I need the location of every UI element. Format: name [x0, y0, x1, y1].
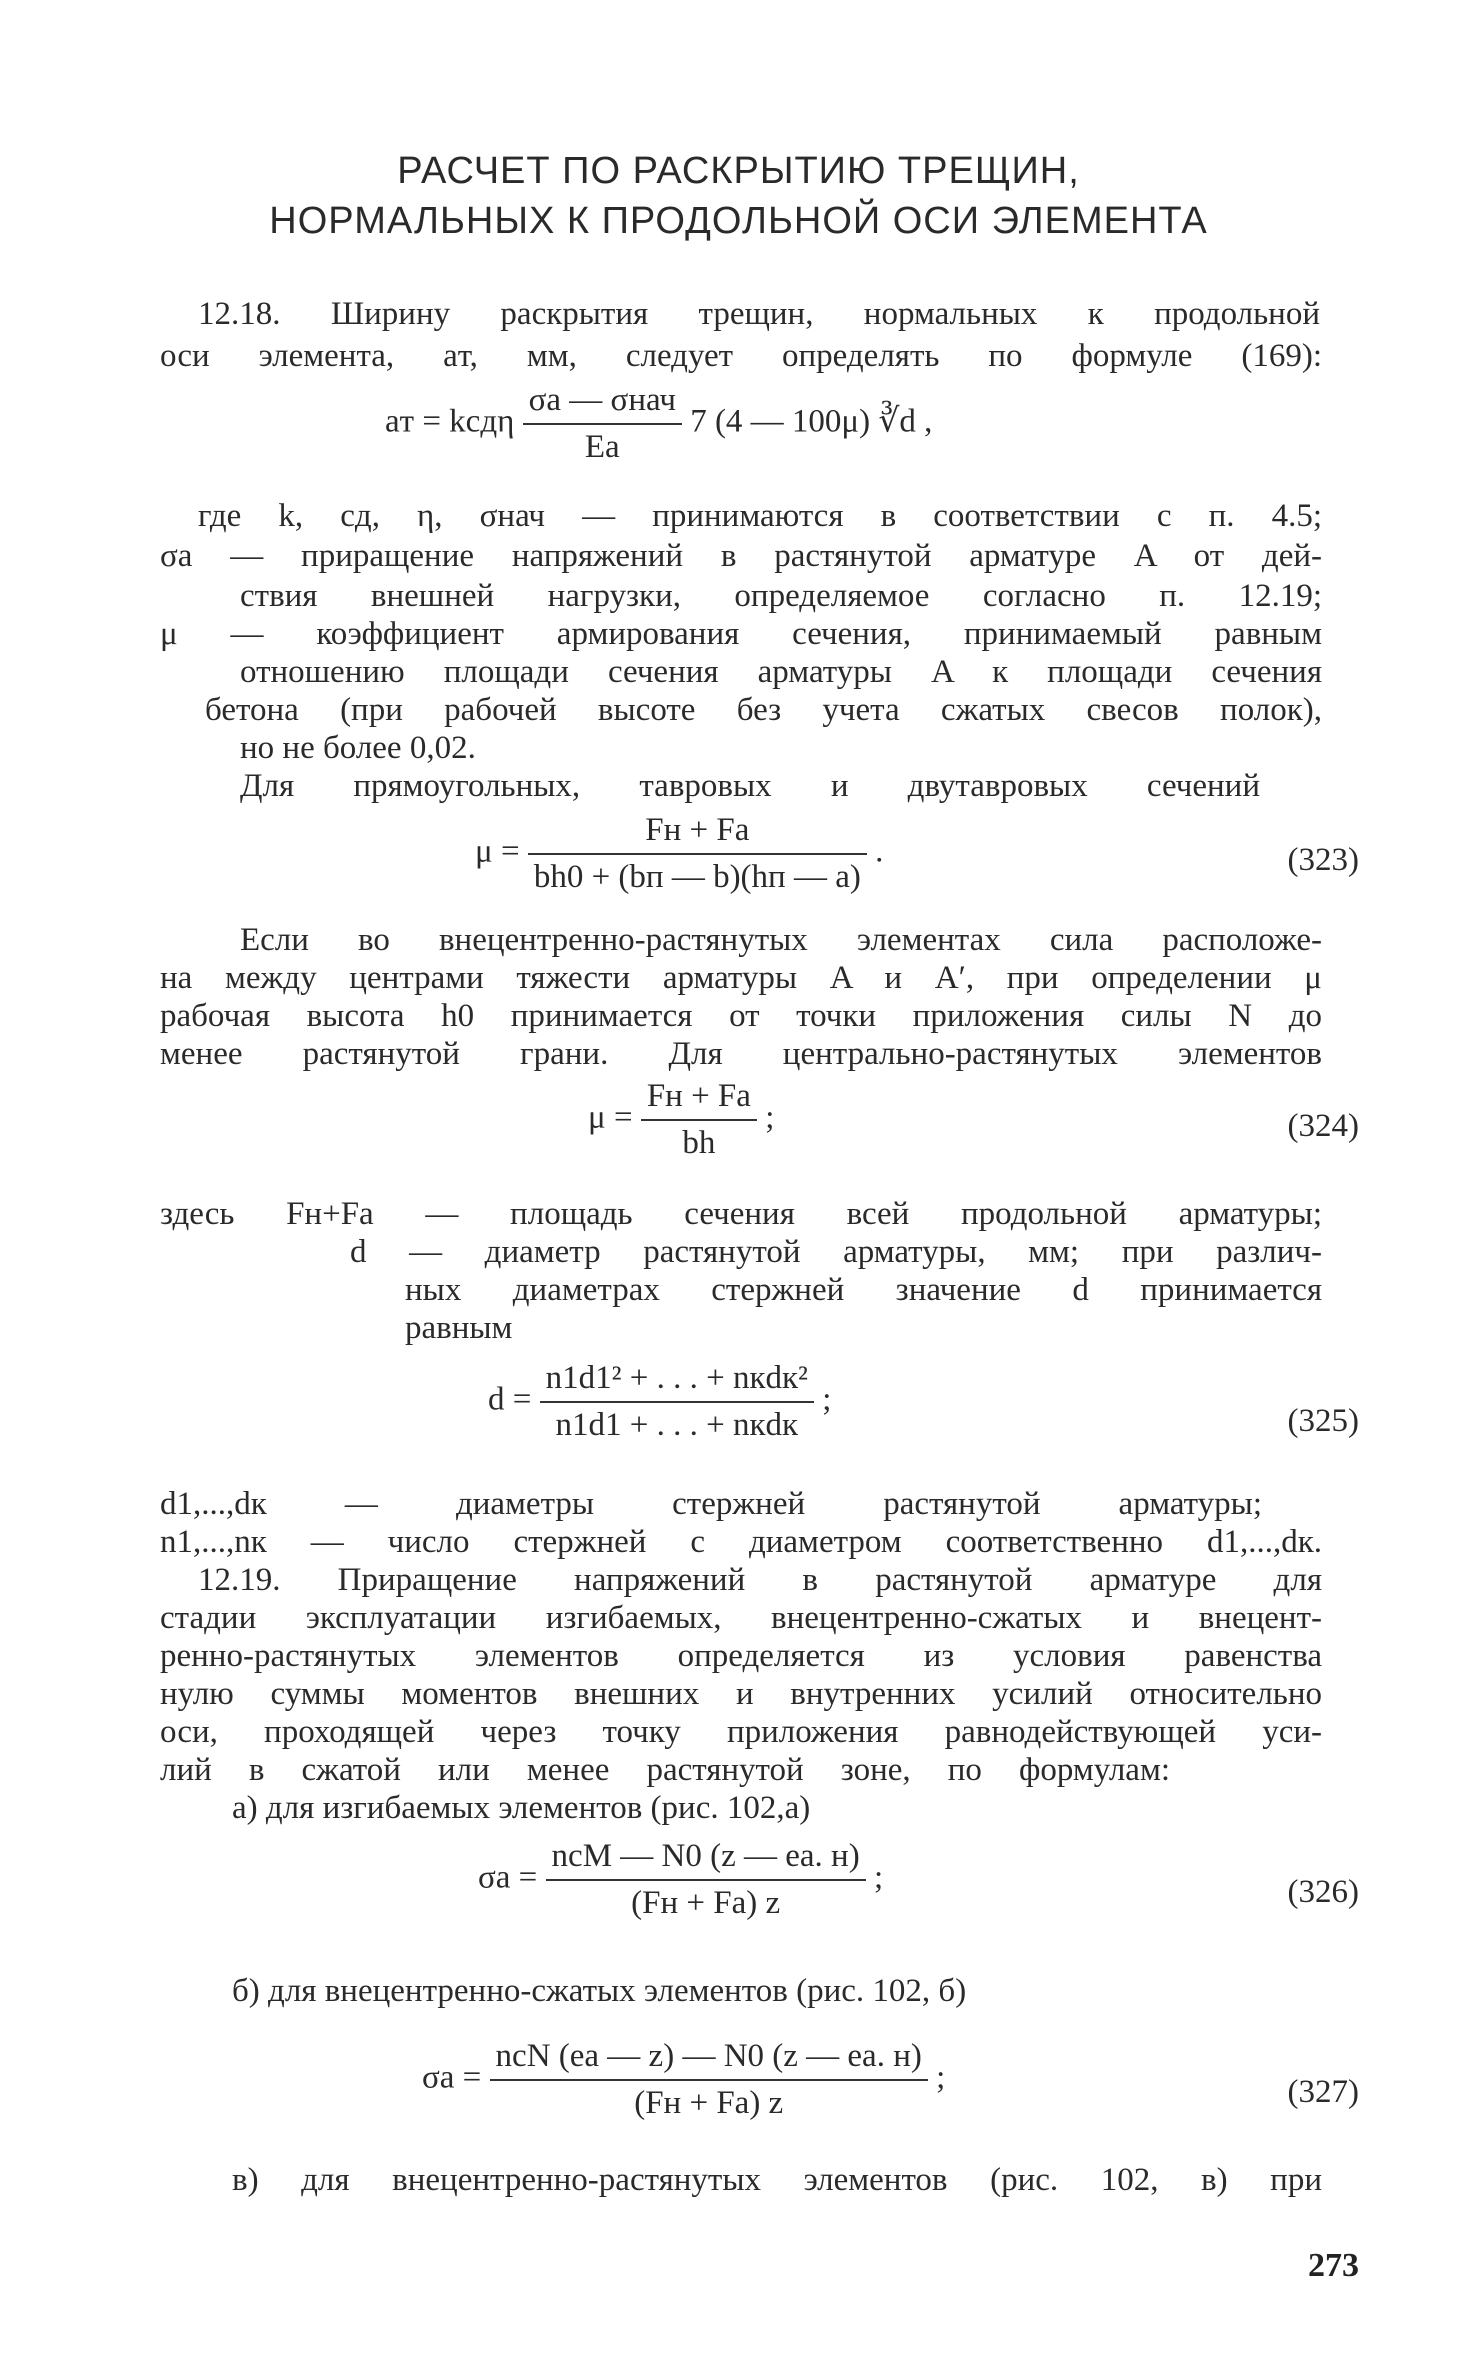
equation-number-324: (324) [1287, 1108, 1359, 1144]
formula-324 [588, 1078, 774, 1162]
dk-line-1: d1,...,dк — диаметры стержней растянутой арматуры; [160, 1486, 1262, 1522]
formula-323-numerator: Fн + Fа [528, 812, 867, 855]
formula-326 [478, 1838, 883, 1922]
where-line-1: где k, cд, η, σнач — принимаются в соответствии с п. 4.5; [198, 498, 1322, 534]
formula-324-denominator: bh [682, 1125, 716, 1161]
paragraph-12-19-line-3: ренно-растянутых элементов определяется из условия равенства [160, 1638, 1322, 1674]
formula-326-numerator: ncM — N0 (z — eа. н) [546, 1838, 866, 1881]
section-heading-line-2: НОРМАЛЬНЫХ К ПРОДОЛЬНОЙ ОСИ ЭЛЕМЕНТА [269, 200, 1208, 242]
formula-325-end: ; [822, 1381, 832, 1418]
paragraph-12-19-line-1: 12.19. Приращение напряжений в растянутой арматуре для [198, 1562, 1322, 1598]
section-heading-line-1: РАСЧЕТ ПО РАСКРЫТИЮ ТРЕЩИН, [397, 150, 1080, 192]
formula-324-lhs: μ = [588, 1099, 633, 1136]
case-b-label: б) для внецентренно-сжатых элементов (рис. 102, б) [232, 1973, 967, 2009]
formula-169-lhs: aт = kcдη [385, 403, 515, 440]
here-line-3: ных диаметрах стержней значение d принимается [405, 1272, 1322, 1308]
sections-intro: Для прямоугольных, тавровых и двутавровых сечений [240, 768, 1260, 804]
formula-323-fraction [528, 812, 867, 896]
formula-325-lhs: d = [488, 1381, 532, 1418]
paragraph-12-19-line-2: стадии эксплуатации изгибаемых, внецентренно-сжатых и внецент- [160, 1600, 1322, 1636]
paragraph-12-18-line-2: оси элемента, aт, мм, следует определять по формуле (169): [160, 338, 1322, 374]
here-line-1: здесь Fн+Fа — площадь сечения всей продольной арматуры; [160, 1196, 1322, 1232]
equation-number-323: (323) [1287, 842, 1359, 878]
formula-327-numerator: ncN (eа — z) — N0 (z — eа. н) [490, 2038, 928, 2081]
where-line-2: σа — приращение напряжений в растянутой арматуре A от дей- [160, 538, 1322, 574]
where-line-4: μ — коэффициент армирования сечения, принимаемый равным [160, 616, 1322, 652]
equation-number-326: (326) [1287, 1874, 1359, 1910]
where-line-7: но не более 0,02. [240, 730, 476, 766]
formula-327-fraction [490, 2038, 928, 2122]
formula-323 [475, 812, 883, 896]
paragraph-12-19-line-6: лий в сжатой или менее растянутой зоне, по формулам: [160, 1752, 1170, 1788]
formula-327-end: ; [936, 2059, 946, 2096]
paragraph-12-18-line-1: 12.18. Ширину раскрытия трещин, нормальных к продольной [198, 296, 1320, 332]
formula-324-fraction [641, 1078, 757, 1162]
here-line-2: d — диаметр растянутой арматуры, мм; при различ- [350, 1234, 1322, 1270]
formula-326-lhs: σа = [478, 1859, 538, 1896]
where-line-3: ствия внешней нагрузки, определяемое согласно п. 12.19; [240, 578, 1322, 614]
dk-line-2: n1,...,nк — число стержней с диаметром соответственно d1,...,dк. [160, 1524, 1322, 1560]
formula-326-denominator: (Fн + Fа) z [631, 1885, 781, 1921]
formula-169-numerator: σа — σнач [523, 382, 682, 425]
where-line-6: бетона (при рабочей высоте без учета сжатых свесов полок), [205, 692, 1322, 728]
equation-number-325: (325) [1287, 1403, 1359, 1439]
formula-323-end: . [875, 833, 884, 870]
formula-323-denominator: bh0 + (bп — b)(hп — a) [533, 859, 861, 895]
page-number: 273 [1308, 2247, 1359, 2284]
formula-169-denominator: Eа [584, 429, 620, 465]
formula-323-lhs: μ = [475, 833, 520, 870]
formula-325-numerator: n1d1² + . . . + nкdк² [540, 1360, 814, 1403]
paragraph-2-line-4: менее растянутой грани. Для центрально-растянутых элементов [160, 1036, 1322, 1072]
paragraph-12-19-line-5: оси, проходящей через точку приложения равнодействующей уси- [160, 1714, 1322, 1750]
where-line-5: отношению площади сечения арматуры A к площади сечения [240, 654, 1322, 690]
formula-327-lhs: σа = [422, 2059, 482, 2096]
equation-number-327: (327) [1287, 2074, 1359, 2110]
case-v-label: в) для внецентренно-растянутых элементов (рис. 102, в) при [232, 2162, 1322, 2198]
formula-326-fraction [546, 1838, 866, 1922]
paragraph-2-line-3: рабочая высота h0 принимается от точки приложения силы N до [160, 998, 1322, 1034]
formula-324-numerator: Fн + Fа [641, 1078, 757, 1121]
paragraph-2-line-2: на между центрами тяжести арматуры A и A′, при определении μ [160, 960, 1322, 996]
paragraph-2-line-1: Если во внецентренно-растянутых элементах сила расположе- [240, 922, 1322, 958]
formula-327 [422, 2038, 945, 2122]
here-line-4: равным [405, 1310, 513, 1346]
formula-169 [385, 382, 932, 466]
formula-326-end: ; [873, 1859, 884, 1896]
formula-325-fraction [540, 1360, 814, 1444]
formula-169-fraction [523, 382, 682, 466]
formula-325-denominator: n1d1 + . . . + nкdк [555, 1407, 799, 1443]
case-a-label: а) для изгибаемых элементов (рис. 102,а) [232, 1790, 811, 1826]
formula-169-rhs: 7 (4 — 100μ) ∛d , [690, 403, 933, 440]
formula-324-end: ; [765, 1099, 775, 1136]
formula-327-denominator: (Fн + Fа) z [634, 2085, 784, 2121]
paragraph-12-19-line-4: нулю суммы моментов внешних и внутренних усилий относительно [160, 1676, 1322, 1712]
formula-325 [488, 1360, 831, 1444]
